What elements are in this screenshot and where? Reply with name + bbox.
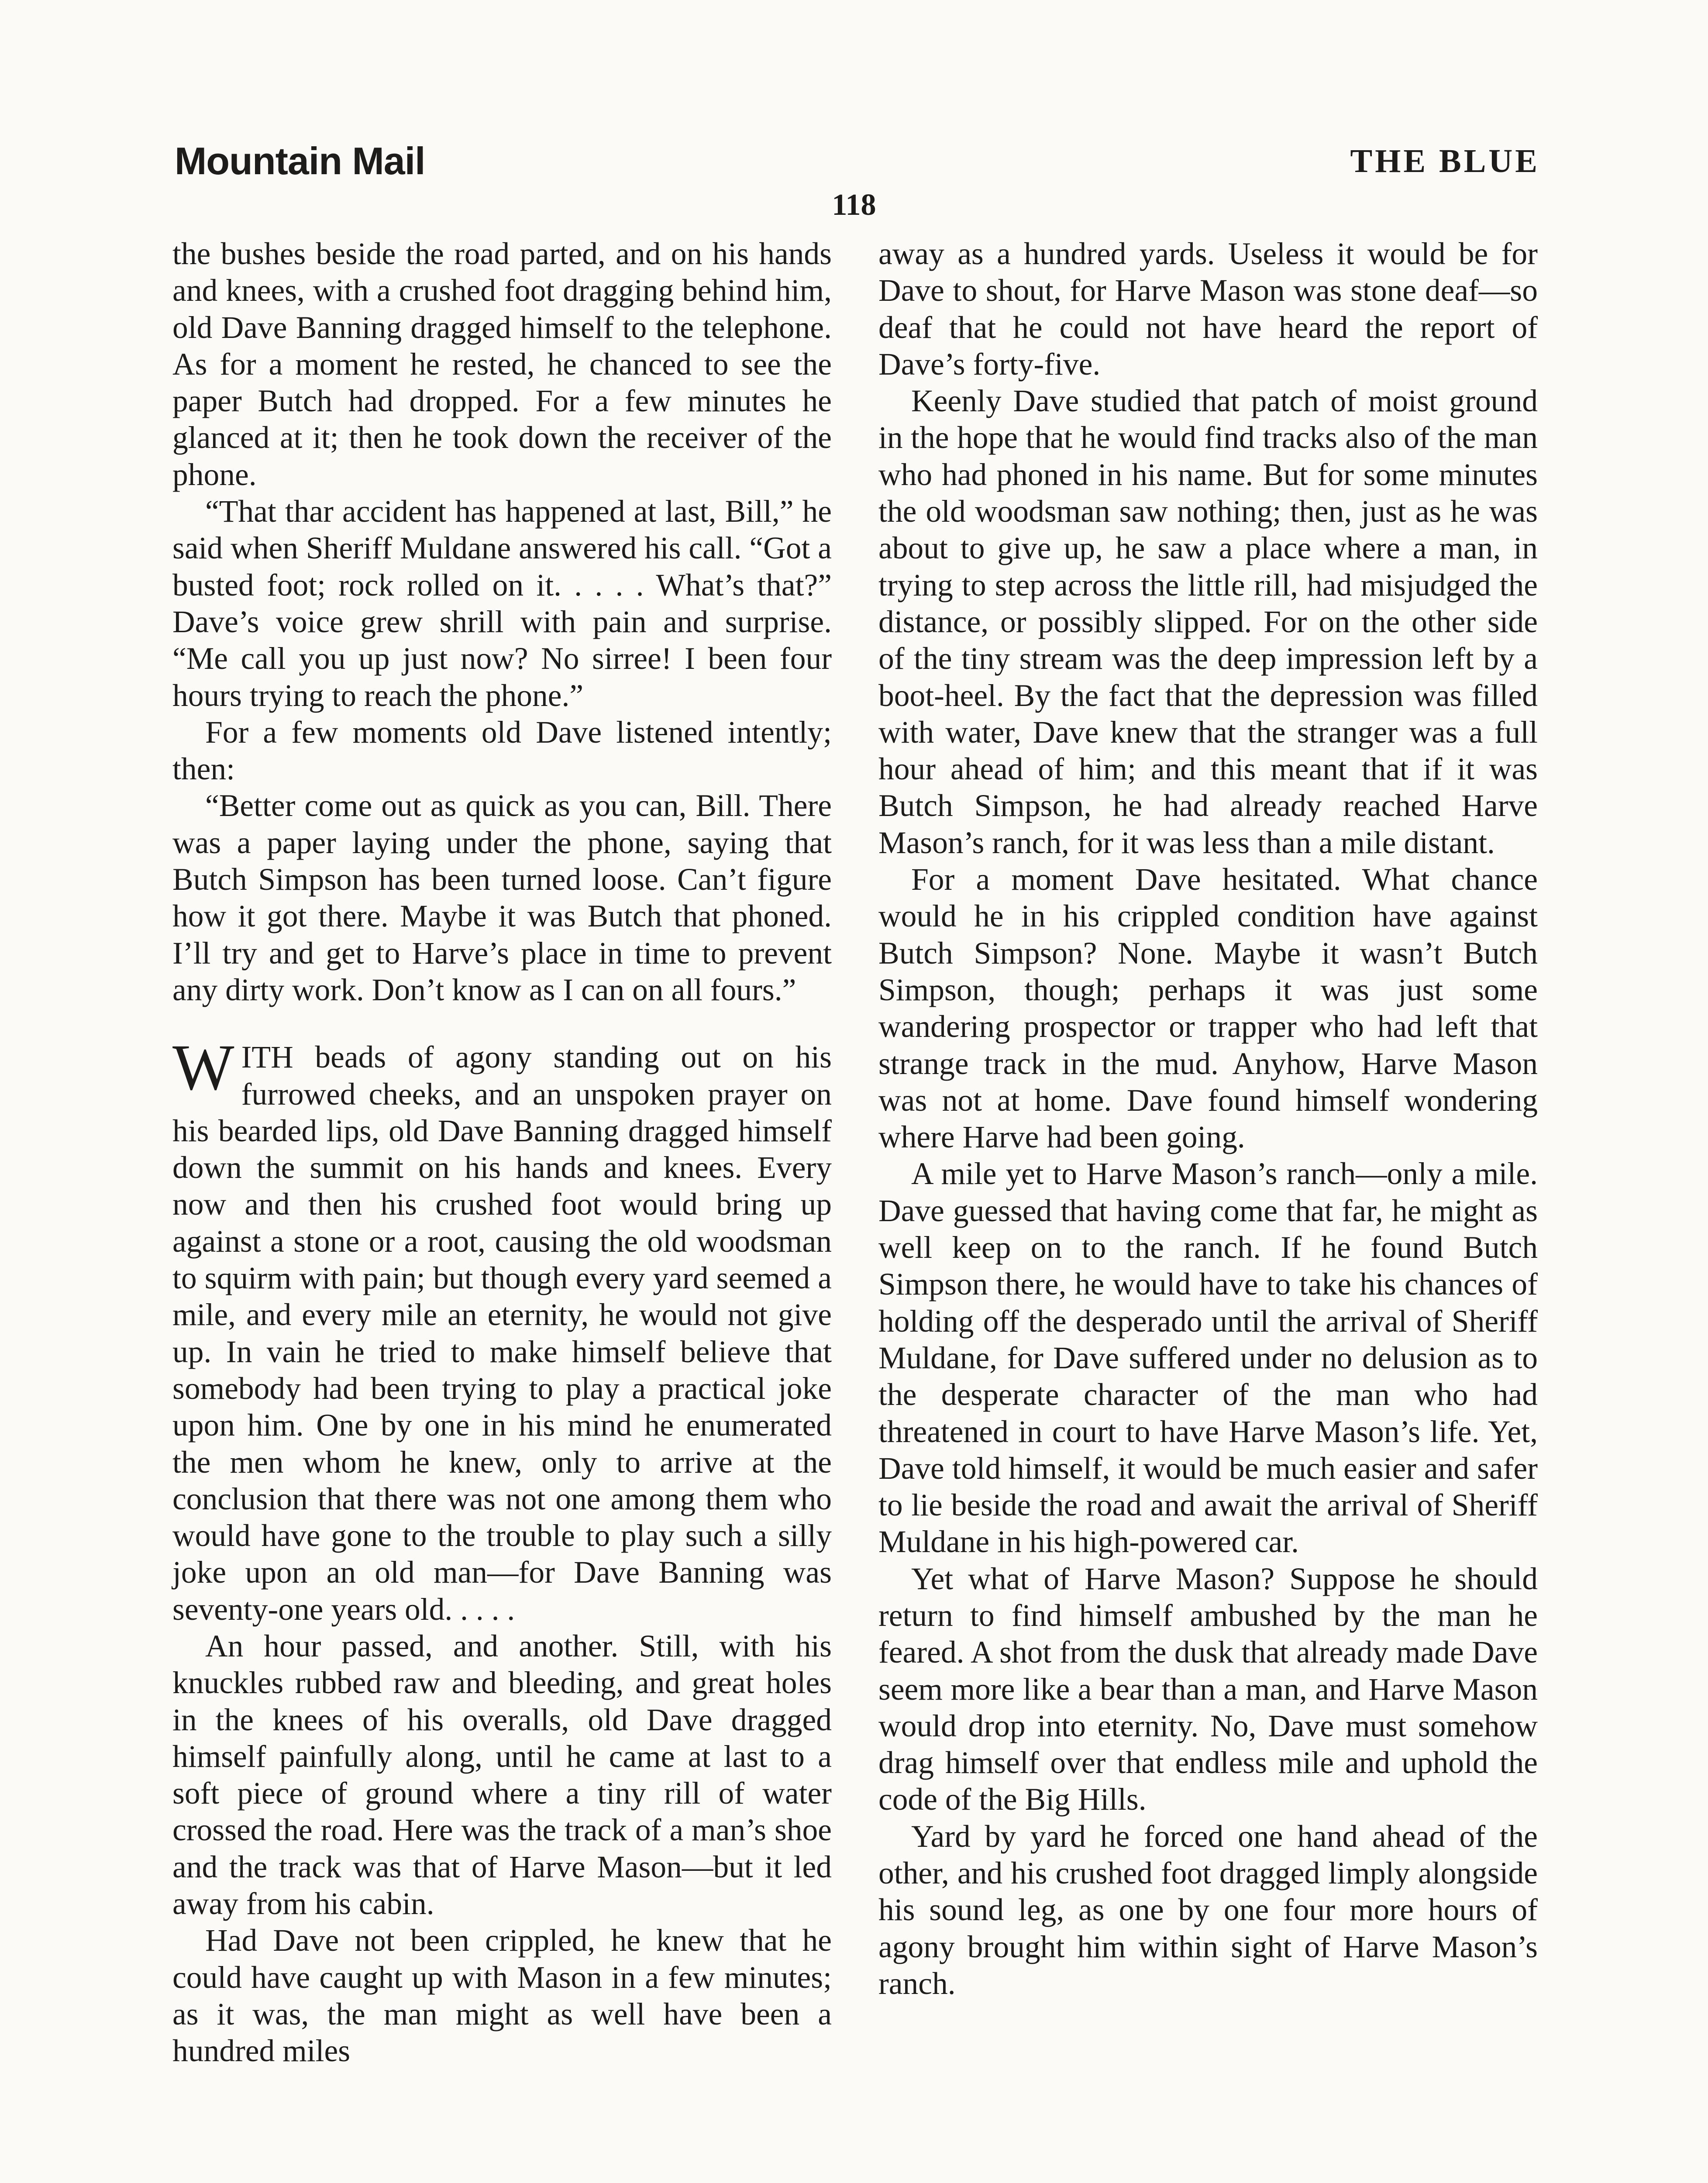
paragraph: For a few moments old Dave listened intently; then: [172,715,832,787]
paragraph: “That thar accident has happened at last, Bill,” he said when Sheriff Muldane answered his call. “Got a busted foot; rock rolled on it. . . . . What’s that?” Dave’s voice grew shrill with pain and surprise. “Me call you up just now? No sirree! I been four hours trying to reach the phone.” [172,494,832,713]
paragraph: Yard by yard he forced one hand ahead of the other, and his crushed foot dragged limply alongside his sound leg, as one by one four more hours of agony brought him within sight of Harve Mason’s ranch. [878,1819,1538,2001]
paragraph: Yet what of Harve Mason? Suppose he should return to find himself ambushed by the man he feared. A shot from the dusk that already made Dave seem more like a bear than a man, and Harve Mason would drop into eternity. No, Dave must somehow drag himself over that endless mile and uphold the code of the Big Hills. [878,1561,1538,1817]
header-section-title: Mountain Mail [175,139,425,182]
header-magazine-title: THE BLUE [1350,143,1540,179]
paragraph: Had Dave not been crippled, he knew that he could have caught up with Mason in a few minutes; as it was, the man might as well have been a hundred miles [172,1923,832,2069]
small-caps-lead: ITH [241,1040,293,1075]
right-column [878,236,1538,2002]
paragraph: “Better come out as quick as you can, Bill. There was a paper laying under the phone, saying that Butch Simpson has been turned loose. Can’t figure how it got there. Maybe it was Butch that phoned. I’ll try and get to Harve’s place in time to prevent any dirty work. Don’t know as I can on all fours.” [172,788,832,1007]
paragraph: the bushes beside the road parted, and on his hands and knees, with a crushed foot dragging behind him, old Dave Banning dragged himself to the telephone. As for a moment he rested, he chanced to see the paper Butch had dropped. For a few minutes he glanced at it; then he took down the receiver of the phone. [172,237,832,492]
paragraph: An hour passed, and another. Still, with his knuckles rubbed raw and bleeding, and great holes in the knees of his overalls, old Dave dragged himself painfully along, until he came at last to a soft piece of ground where a tiny rill of water crossed the road. Here was the track of a man’s shoe and the track was that of Harve Mason—but it led away from his cabin. [172,1629,832,1921]
paragraph: away as a hundred yards. Useless it would be for Dave to shout, for Harve Mason was stone deaf—so deaf that he could not have heard the report of Dave’s forty-five. [878,237,1538,382]
left-column [172,236,832,2070]
page-number: 118 [832,188,876,222]
paragraph: A mile yet to Harve Mason’s ranch—only a mile. Dave guessed that having come that far, he might as well keep on to the ranch. If he found Butch Simpson there, he would have to take his chances of holding off the desperado until the arrival of Sheriff Muldane, for Dave suffered under no delusion as to the desperate character of the man who had threatened in court to have Harve Mason’s life. Yet, Dave told himself, it would be much easier and safer to lie beside the road and await the arrival of Sheriff Muldane in his high-powered car. [878,1157,1538,1560]
section-opening-paragraph [172,1031,832,1628]
paragraph: For a moment Dave hesitated. What chance would he in his crippled condition have against Butch Simpson? None. Maybe it wasn’t Butch Simpson, though; perhaps it was just some wandering prospector or trapper who had left that strange track in the mud. Anyhow, Harve Mason was not at home. Dave found himself wondering where Harve had been going. [878,862,1538,1155]
drop-cap: W [172,1031,234,1104]
paragraph: Keenly Dave studied that patch of moist ground in the hope that he would find tracks also of the man who had phoned in his name. But for some minutes the old woodsman saw nothing; then, just as he was about to give up, he saw a place where a man, in trying to step across the little rill, had misjudged the distance, or possibly slipped. For on the other side of the tiny stream was the deep impression left by a boot-heel. By the fact that the depression was filled with water, Dave knew that the stranger was a full hour ahead of him; and this meant that if it was Butch Simpson, he had already reached Harve Mason’s ranch, for it was less than a mile distant. [878,384,1538,860]
section-text: beads of agony standing out on his furrowed cheeks, and an unspoken prayer on his bearded lips, old Dave Banning dragged himself down the summit on his hands and knees. Every now and then his crushed foot would bring up against a stone or a root, causing the old woodsman to squirm with pain; but though every yard seemed a mile, and every mile an eternity, he would not give up. In vain he tried to make himself believe that somebody had been trying to play a practical joke upon him. One by one in his mind he enumerated the men whom he knew, only to arrive at the conclusion that there was not one among them who would have gone to the trouble to play such a silly joke upon an old man—for Dave Banning was seventy-one years old. . . . . [172,1040,832,1627]
